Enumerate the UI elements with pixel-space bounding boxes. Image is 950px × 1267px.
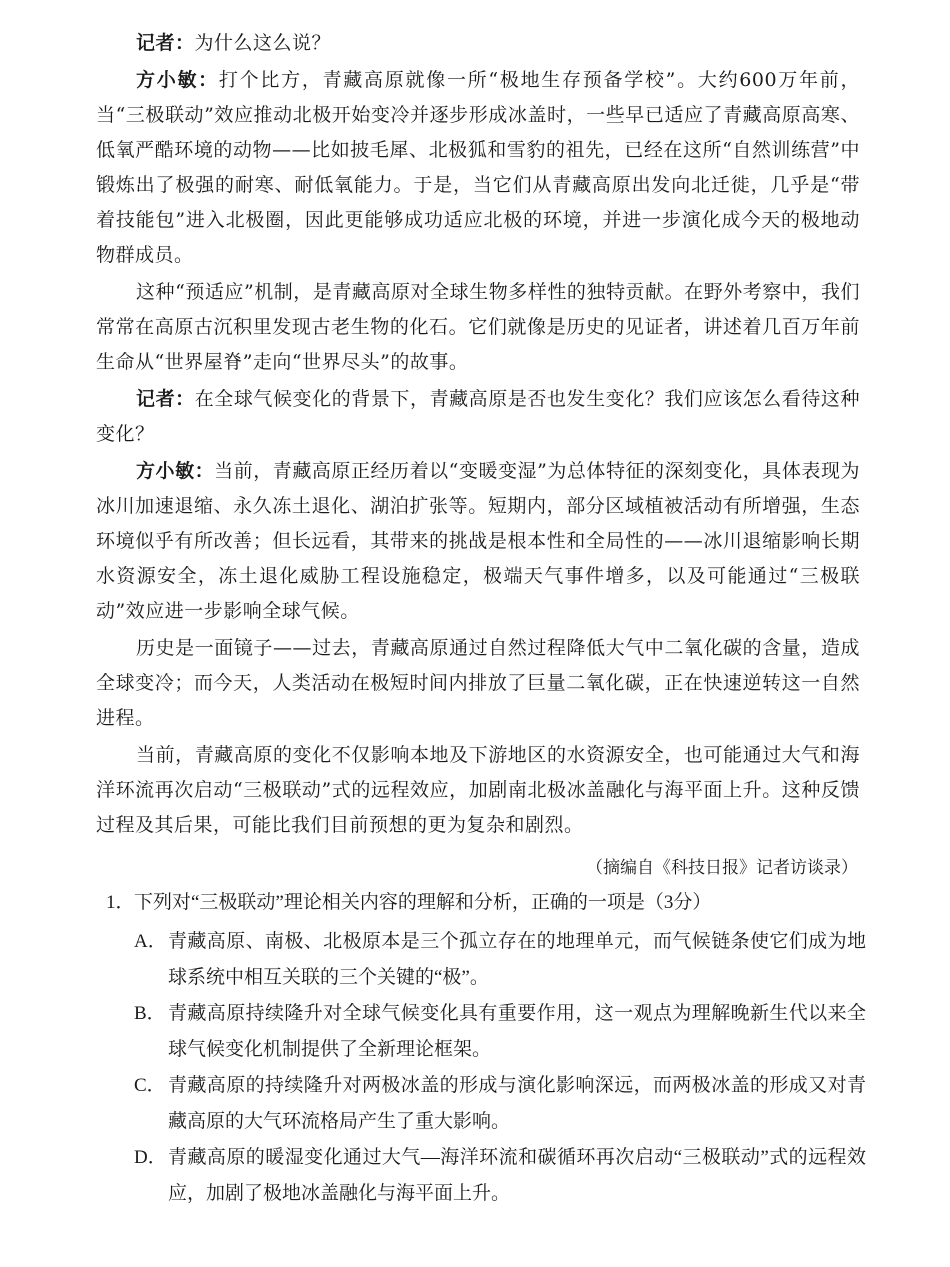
article-paragraph [96, 631, 860, 736]
question-number: 1． [106, 892, 135, 913]
option-text: 青藏高原持续隆升对全球气候变化具有重要作用，这一观点为理解晚新生代以来全球气候变化机制提供了全新理论框架。 [168, 1003, 866, 1060]
article-paragraph [96, 275, 860, 380]
speaker-label: 方小敏： [136, 69, 219, 91]
option-b[interactable] [106, 996, 866, 1068]
article-source: （摘编自《科技日报》记者访谈录） [586, 858, 858, 878]
article-paragraph [96, 63, 860, 273]
paragraph-text: 在全球气候变化的背景下，青藏高原是否也发生变化？我们应该怎么看待这种变化？ [96, 388, 860, 445]
article-paragraph [96, 26, 860, 61]
question-stem [106, 886, 866, 920]
option-a[interactable] [106, 924, 866, 996]
paragraph-text: 打个比方，青藏高原就像一所“极地生存预备学校”。大约600万年前，当“三极联动”效应推动北极开始变冷并逐步形成冰盖时，一些早已适应了青藏高原高寒、低氧严酷环境的动物——比如披毛犀、北极狐和雪豹的祖先，已经在这所“自然训练营”中锻炼出了极强的耐寒、耐低氧能力。于是，当它们从青藏高原出发向北迁徙，几乎是“带着技能包”进入北极圈，因此更能够成功适应北极的环境，并进一步演化成今天的极地动物群成员。 [96, 69, 860, 266]
article-paragraph [96, 382, 860, 452]
option-letter: B． [134, 1003, 166, 1024]
question-text: 下列对“三极联动”理论相关内容的理解和分析，正确的一项是（3分） [134, 892, 712, 913]
option-letter: A． [134, 931, 167, 952]
option-letter: C． [134, 1075, 166, 1096]
option-text: 青藏高原、南极、北极原本是三个孤立存在的地理单元，而气候链条使它们成为地球系统中相互关联的三个关键的“极”。 [168, 931, 866, 988]
option-c[interactable] [106, 1068, 866, 1140]
paragraph-text: 当前，青藏高原的变化不仅影响本地及下游地区的水资源安全，也可能通过大气和海洋环流再次启动“三极联动”式的远程效应，加剧南北极冰盖融化与海平面上升。这种反馈过程及其后果，可能比我们目前预想的更为复杂和剧烈。 [96, 744, 860, 836]
option-text: 青藏高原的暖湿变化通过大气—海洋环流和碳循环再次启动“三极联动”式的远程效应，加剧了极地冰盖融化与海平面上升。 [168, 1147, 866, 1204]
speaker-label: 方小敏： [136, 460, 215, 482]
article-paragraph [96, 454, 860, 629]
question-block [106, 886, 866, 1212]
article-paragraph [96, 738, 860, 843]
paragraph-text: 历史是一面镜子——过去，青藏高原通过自然过程降低大气中二氧化碳的含量，造成全球变冷；而今天，人类活动在极短时间内排放了巨量二氧化碳，正在快速逆转这一自然进程。 [96, 637, 860, 729]
speaker-label: 记者： [136, 32, 195, 54]
speaker-label: 记者： [136, 388, 195, 410]
option-letter: D． [134, 1147, 167, 1168]
option-d[interactable] [106, 1140, 866, 1212]
option-text: 青藏高原的持续隆升对两极冰盖的形成与演化影响深远，而两极冰盖的形成又对青藏高原的大气环流格局产生了重大影响。 [168, 1075, 866, 1132]
paragraph-text: 当前，青藏高原正经历着以“变暖变湿”为总体特征的深刻变化，具体表现为冰川加速退缩、永久冻土退化、湖泊扩张等。短期内，部分区域植被活动有所增强，生态环境似乎有所改善；但长远看，其带来的挑战是根本性和全局性的——冰川退缩影响长期水资源安全，冻土退化威胁工程设施稳定，极端天气事件增多，以及可能通过“三极联动”效应进一步影响全球气候。 [96, 460, 860, 622]
paragraph-text: 这种“预适应”机制，是青藏高原对全球生物多样性的独特贡献。在野外考察中，我们常常在高原古沉积里发现古老生物的化石。它们就像是历史的见证者，讲述着几百万年前生命从“世界屋脊”走向“世界尽头”的故事。 [96, 281, 860, 373]
interview-article [96, 32, 860, 845]
paragraph-text: 为什么这么说？ [194, 32, 332, 54]
